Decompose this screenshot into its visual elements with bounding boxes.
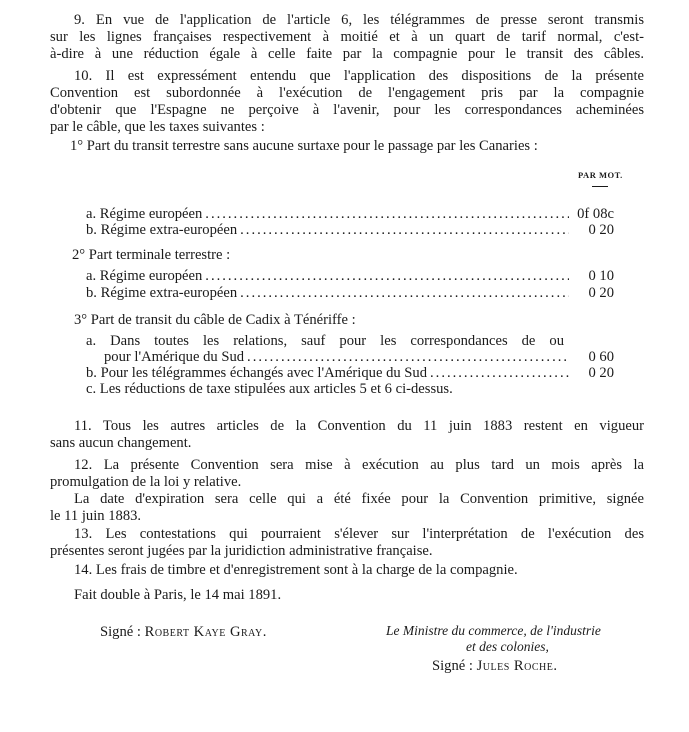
para10-line2: Convention est subordonnée à l'exécution de l'engagement pris par la compagnie <box>50 85 644 101</box>
item-value: 0 60 <box>588 349 614 365</box>
para13-line2: présentes seront jugées par la juridiction administrative française. <box>50 543 433 559</box>
para10-line3: d'obtenir que l'Espagne ne perçoive à l'avenir, pour les correspondances acheminées <box>50 102 644 118</box>
para9-line1: 9. En vue de l'application de l'article 6, les télégrammes de presse seront transmis <box>74 12 644 28</box>
signature-left-name: Robert Kaye Gray. <box>144 624 267 640</box>
section2-title: 2° Part terminale terrestre : <box>72 247 231 263</box>
item-value: 0f 08c <box>577 206 614 222</box>
leader-dots <box>205 268 569 285</box>
signature-left <box>100 624 267 641</box>
section2-item-b <box>86 285 614 302</box>
para12-line3: La date d'expiration sera celle qui a été fixée pour la Convention primitive, signée <box>74 491 644 507</box>
para14: 14. Les frais de timbre et d'enregistrement sont à la charge de la compagnie. <box>74 562 518 578</box>
leader-dots <box>430 365 569 382</box>
leader-dots <box>240 285 569 302</box>
item-value: 0 20 <box>588 285 614 301</box>
para11-line2: sans aucun changement. <box>50 435 192 451</box>
item-label: b. Régime extra-européen <box>86 285 238 301</box>
item-label: pour l'Amérique du Sud <box>104 349 245 365</box>
leader-dots <box>205 206 569 223</box>
section1-title: 1° Part du transit terrestre sans aucune surtaxe pour le passage par les Canaries : <box>70 138 538 154</box>
header-rule <box>592 186 608 187</box>
item-label: b. Régime extra-européen <box>86 222 238 238</box>
signature-right <box>432 658 558 675</box>
section1-item-b <box>86 222 614 239</box>
item-label: b. Pour les télégrammes échangés avec l'Amérique du Sud <box>86 365 428 381</box>
leader-dots <box>240 222 569 239</box>
minister-title-line1: Le Ministre du commerce, de l'industrie <box>386 623 601 638</box>
section1-item-a <box>86 206 614 223</box>
para11-line1: 11. Tous les autres articles de la Convention du 11 juin 1883 restent en vigueur <box>74 418 644 434</box>
section3-item-a <box>104 349 614 366</box>
item-value: 0 10 <box>588 268 614 284</box>
signature-right-prefix: Signé : <box>432 658 477 674</box>
section3-item-c: c. Les réductions de taxe stipulées aux articles 5 et 6 ci-dessus. <box>86 381 453 397</box>
signature-left-prefix: Signé : <box>100 624 145 640</box>
para12-line1: 12. La présente Convention sera mise à exécution au plus tard un mois après la <box>74 457 644 473</box>
closing-line: Fait double à Paris, le 14 mai 1891. <box>74 587 282 603</box>
para13-line1: 13. Les contestations qui pourraient s'élever sur l'interprétation de l'exécution des <box>74 526 644 542</box>
para9-line2: sur les lignes françaises respectivement à moitié et à un quart de tarif normal, c'est- <box>50 29 644 45</box>
signature-right-name: Jules Roche. <box>476 658 558 674</box>
section3-item-b <box>86 365 614 382</box>
minister-title-line2: et des colonies, <box>466 639 549 654</box>
para12-line4: le 11 juin 1883. <box>50 508 142 524</box>
item-value: 0 20 <box>588 222 614 238</box>
leader-dots <box>247 349 569 366</box>
section3-item-a-line1: a. Dans toutes les relations, sauf pour les correspondances de ou <box>86 333 564 349</box>
para9-line3: à-dire à une réduction égale à celle faite par la compagnie pour le transit des câbles. <box>50 46 644 62</box>
item-value: 0 20 <box>588 365 614 381</box>
para10-line4: par le câble, que les taxes suivantes : <box>50 119 265 135</box>
section2-item-a <box>86 268 614 285</box>
para10-line1: 10. Il est expressément entendu que l'application des dispositions de la présente <box>74 68 644 84</box>
item-label: a. Régime européen <box>86 268 203 284</box>
column-header: PAR MOT. <box>578 170 623 180</box>
para12-line2: promulgation de la loi y relative. <box>50 474 242 490</box>
section3-title: 3° Part de transit du câble de Cadix à Ténériffe : <box>74 312 356 328</box>
item-label: a. Régime européen <box>86 206 203 222</box>
